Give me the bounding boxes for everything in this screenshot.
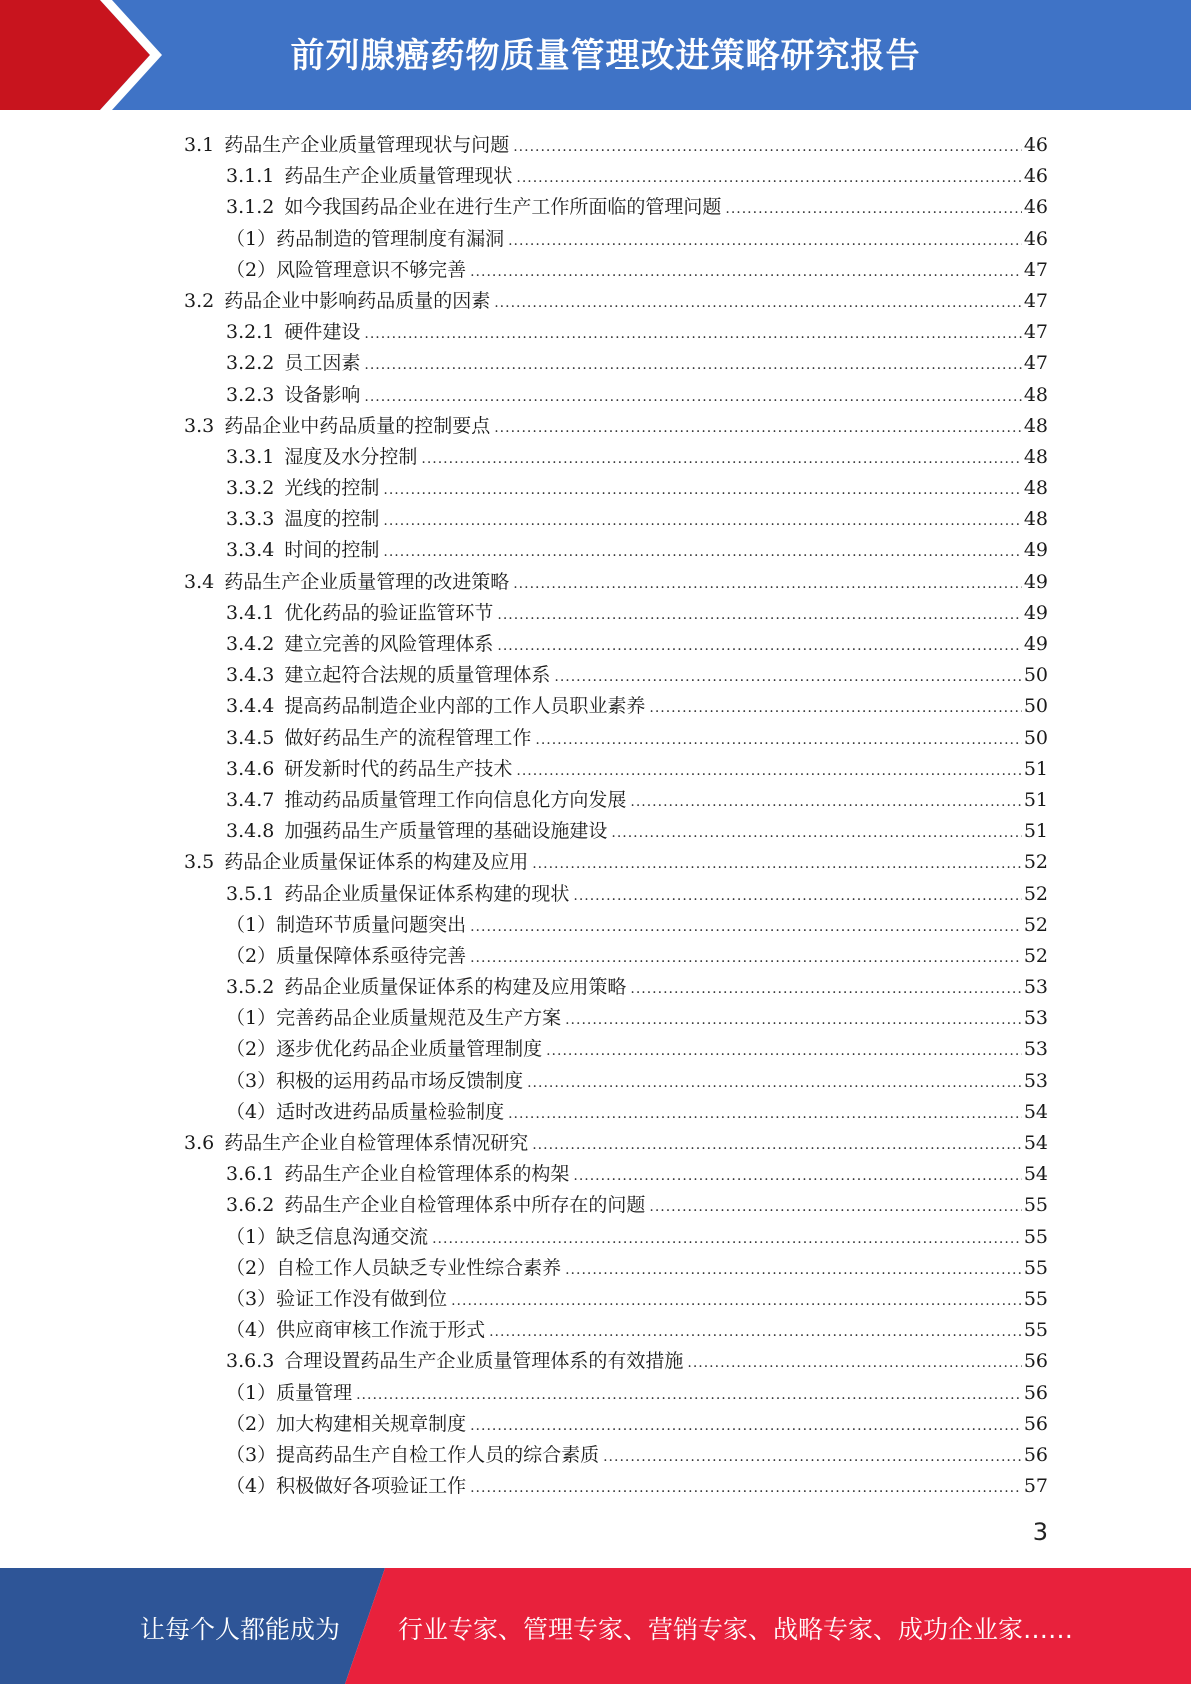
toc-entry-label: 硬件建设: [284, 321, 361, 344]
toc-entry-page: 55: [1023, 1256, 1048, 1279]
toc-entry-label: 制造环节质量问题突出: [276, 913, 467, 936]
toc-entry-page: 48: [1023, 477, 1048, 500]
toc-entry[interactable]: [184, 723, 1048, 754]
toc-entry-number: 3.4.1: [226, 601, 275, 624]
toc-entry-page: 49: [1023, 570, 1048, 593]
toc-entry-page: 46: [1023, 227, 1048, 250]
toc-dot-leader: [573, 888, 1021, 904]
toc-entry[interactable]: [184, 847, 1048, 878]
toc-entry-number: 3.3: [184, 414, 215, 437]
toc-entry-page: 49: [1023, 633, 1048, 655]
toc-entry-page: 51: [1023, 757, 1048, 780]
toc-entry-label: 积极的运用药品市场反馈制度: [276, 1069, 524, 1092]
toc-entry-number: （4）: [226, 1100, 277, 1123]
toc-entry-number: 3.1: [184, 134, 215, 156]
toc-dot-leader: [546, 1043, 1022, 1059]
toc-dot-leader: [535, 732, 1021, 748]
toc-entry-number: 3.2: [184, 289, 215, 312]
toc-entry-label: 湿度及水分控制: [284, 445, 418, 468]
toc-entry-label: 供应商审核工作流于形式: [276, 1319, 486, 1342]
toc-entry-label: 研发新时代的药品生产技术: [284, 757, 513, 780]
document-title: 前列腺癌药物质量管理改进策略研究报告: [290, 36, 921, 76]
toc-dot-leader: [497, 607, 1021, 623]
toc-dot-leader: [356, 1387, 1022, 1403]
toc-dot-leader: [489, 1324, 1022, 1340]
toc-dot-leader: [516, 170, 1021, 186]
toc-entry-label: 建立起符合法规的质量管理体系: [284, 664, 551, 687]
toc-entry-number: （2）: [226, 258, 277, 281]
toc-entry-number: 3.6.3: [226, 1350, 275, 1373]
toc-entry-label: 适时改进药品质量检验制度: [276, 1100, 505, 1123]
toc-entry-label: 药品企业质量保证体系构建的现状: [284, 882, 570, 905]
toc-entry-label: 光线的控制: [284, 477, 380, 500]
toc-entry-label: 药品生产企业质量管理现状: [284, 165, 513, 188]
toc-entry-number: 3.4.6: [226, 757, 275, 780]
toc-entry[interactable]: [184, 255, 1048, 286]
toc-dot-leader: [364, 326, 1021, 342]
toc-entry-number: 3.6.1: [226, 1163, 275, 1186]
toc-entry-number: （2）: [226, 944, 277, 967]
toc-dot-leader: [649, 1199, 1021, 1215]
toc-dot-leader: [470, 919, 1022, 935]
toc-entry-number: 3.4.5: [226, 726, 275, 749]
toc-entry[interactable]: [184, 1409, 1048, 1440]
toc-entry-label: 缺乏信息沟通交流: [276, 1225, 429, 1248]
toc-entry-number: 3.3.4: [226, 539, 275, 562]
toc-entry[interactable]: [184, 130, 1048, 161]
toc-dot-leader: [532, 1137, 1022, 1153]
toc-entry-label: 积极做好各项验证工作: [276, 1475, 467, 1498]
toc-entry[interactable]: [184, 910, 1048, 941]
toc-entry-number: （2）: [226, 1412, 277, 1435]
toc-entry[interactable]: [184, 972, 1048, 1003]
toc-dot-leader: [497, 638, 1021, 654]
toc-entry-page: 57: [1023, 1475, 1048, 1498]
toc-dot-leader: [383, 513, 1021, 529]
toc-entry-label: 设备影响: [284, 383, 361, 406]
toc-entry-number: 3.6: [184, 1132, 215, 1154]
toc-entry-number: 3.4.2: [226, 633, 275, 655]
toc-entry[interactable]: [184, 348, 1048, 379]
toc-entry-label: 质量管理: [276, 1381, 353, 1404]
toc-entry[interactable]: [184, 535, 1048, 566]
toc-entry-page: 50: [1023, 726, 1048, 749]
toc-entry-page: 52: [1023, 913, 1048, 936]
toc-entry-label: 药品生产企业自检管理体系中所存在的问题: [284, 1194, 646, 1217]
toc-entry-number: （3）: [226, 1287, 277, 1310]
toc-entry-page: 54: [1023, 1163, 1048, 1186]
toc-entry-label: 提高药品生产自检工作人员的综合素质: [276, 1443, 600, 1466]
toc-entry[interactable]: [184, 1346, 1048, 1377]
toc-dot-leader: [565, 1262, 1022, 1278]
toc-entry-page: 46: [1023, 196, 1048, 219]
toc-dot-leader: [383, 482, 1021, 498]
toc-entry[interactable]: [184, 879, 1048, 910]
toc-entry-page: 54: [1023, 1132, 1048, 1154]
toc-entry[interactable]: [184, 286, 1048, 317]
toc-entry-label: 验证工作没有做到位: [276, 1287, 448, 1310]
toc-entry-number: （1）: [226, 1225, 277, 1248]
toc-dot-leader: [516, 763, 1021, 779]
toc-entry-number: 3.5: [184, 851, 215, 874]
toc-entry[interactable]: [184, 1128, 1048, 1159]
toc-entry-label: 逐步优化药品企业质量管理制度: [276, 1038, 543, 1061]
toc-dot-leader: [649, 700, 1021, 716]
toc-entry-label: 风险管理意识不够完善: [276, 258, 467, 281]
toc-entry-number: 3.6.2: [226, 1194, 275, 1217]
toc-dot-leader: [611, 825, 1021, 841]
toc-entry[interactable]: [184, 380, 1048, 411]
toc-dot-leader: [494, 420, 1022, 436]
toc-entry-page: 53: [1023, 1038, 1048, 1061]
toc-dot-leader: [527, 1075, 1022, 1091]
toc-dot-leader: [630, 794, 1021, 810]
toc-dot-leader: [383, 544, 1021, 560]
toc-entry-label: 药品生产企业自检管理体系情况研究: [224, 1132, 529, 1154]
toc-entry-page: 55: [1023, 1287, 1048, 1310]
toc-entry-page: 53: [1023, 1007, 1048, 1030]
toc-entry-number: （1）: [226, 913, 277, 936]
toc-entry[interactable]: [184, 504, 1048, 535]
toc-entry[interactable]: [184, 442, 1048, 473]
toc-entry-page: 47: [1023, 321, 1048, 344]
toc-entry[interactable]: [184, 1440, 1048, 1471]
toc-entry-number: 3.4.8: [226, 820, 275, 843]
toc-entry[interactable]: [184, 224, 1048, 255]
toc-entry-page: 50: [1023, 664, 1048, 687]
toc-dot-leader: [565, 1012, 1022, 1028]
toc-entry[interactable]: [184, 1315, 1048, 1346]
toc-dot-leader: [470, 950, 1022, 966]
toc-entry-number: 3.4.7: [226, 788, 275, 811]
toc-entry-page: 48: [1023, 383, 1048, 406]
toc-entry-label: 药品企业中影响药品质量的因素: [224, 289, 491, 312]
toc-entry-page: 49: [1023, 601, 1048, 624]
toc-dot-leader: [725, 201, 1021, 217]
toc-entry-number: （3）: [226, 1443, 277, 1466]
toc-entry-label: 优化药品的验证监管环节: [284, 601, 494, 624]
toc-dot-leader: [364, 357, 1021, 373]
toc-dot-leader: [513, 139, 1022, 155]
toc-entry-label: 完善药品企业质量规范及生产方案: [276, 1007, 562, 1030]
toc-entry-label: 时间的控制: [284, 539, 380, 562]
toc-entry-page: 47: [1023, 258, 1048, 281]
toc-entry[interactable]: [184, 1097, 1048, 1128]
toc-dot-leader: [494, 295, 1022, 311]
toc-entry-page: 46: [1023, 165, 1048, 188]
toc-entry[interactable]: [184, 816, 1048, 847]
footer-band: [0, 1568, 1191, 1684]
toc-entry-number: 3.4.4: [226, 695, 275, 718]
toc-entry-label: 药品制造的管理制度有漏洞: [276, 227, 505, 250]
toc-entry-number: 3.2.3: [226, 383, 275, 406]
toc-dot-leader: [470, 1418, 1022, 1434]
toc-entry-label: 质量保障体系亟待完善: [276, 944, 467, 967]
toc-entry[interactable]: [184, 1222, 1048, 1253]
toc-entry-number: 3.3.1: [226, 445, 275, 468]
toc-dot-leader: [513, 576, 1022, 592]
toc-entry-page: 53: [1023, 976, 1048, 999]
toc-entry-page: 51: [1023, 788, 1048, 811]
toc-entry-page: 56: [1023, 1381, 1048, 1404]
table-of-contents: [184, 130, 1048, 1502]
toc-entry[interactable]: [184, 754, 1048, 785]
toc-entry[interactable]: [184, 1066, 1048, 1097]
toc-entry-number: 3.1.1: [226, 165, 275, 188]
toc-dot-leader: [421, 451, 1021, 467]
toc-entry[interactable]: [184, 473, 1048, 504]
toc-entry-number: 3.2.1: [226, 321, 275, 344]
toc-entry[interactable]: [184, 598, 1048, 629]
toc-entry-page: 56: [1023, 1443, 1048, 1466]
toc-entry-label: 建立完善的风险管理体系: [284, 633, 494, 655]
toc-entry-number: （1）: [226, 1007, 277, 1030]
toc-entry-page: 53: [1023, 1069, 1048, 1092]
toc-entry[interactable]: [184, 660, 1048, 691]
toc-entry-number: （2）: [226, 1038, 277, 1061]
toc-entry-label: 如今我国药品企业在进行生产工作所面临的管理问题: [284, 196, 722, 219]
toc-entry-number: 3.4: [184, 570, 215, 593]
toc-dot-leader: [508, 233, 1022, 249]
header-band: [0, 0, 1191, 110]
toc-dot-leader: [451, 1293, 1022, 1309]
toc-entry[interactable]: [184, 785, 1048, 816]
toc-dot-leader: [508, 1106, 1022, 1122]
toc-entry[interactable]: [184, 1378, 1048, 1409]
toc-entry-number: 3.3.2: [226, 477, 275, 500]
toc-entry[interactable]: [184, 691, 1048, 722]
toc-entry-label: 药品生产企业质量管理现状与问题: [224, 134, 510, 156]
footer-slogan-left: 让每个人都能成为: [140, 1615, 341, 1644]
toc-entry-page: 51: [1023, 820, 1048, 843]
toc-entry-label: 自检工作人员缺乏专业性综合素养: [276, 1256, 562, 1279]
toc-entry-number: （4）: [226, 1475, 277, 1498]
toc-entry[interactable]: [184, 1253, 1048, 1284]
toc-entry-label: 温度的控制: [284, 508, 380, 531]
toc-entry-label: 做好药品生产的流程管理工作: [284, 726, 532, 749]
toc-dot-leader: [432, 1231, 1022, 1247]
toc-entry-page: 52: [1023, 944, 1048, 967]
toc-dot-leader: [630, 981, 1021, 997]
toc-entry-label: 提高药品制造企业内部的工作人员职业素养: [284, 695, 646, 718]
toc-entry[interactable]: [184, 1284, 1048, 1315]
toc-entry-number: 3.2.2: [226, 352, 275, 375]
toc-dot-leader: [554, 669, 1021, 685]
toc-entry-label: 药品企业中药品质量的控制要点: [224, 414, 491, 437]
toc-entry[interactable]: [184, 629, 1048, 660]
toc-entry[interactable]: [184, 1159, 1048, 1190]
toc-entry[interactable]: [184, 317, 1048, 348]
toc-dot-leader: [470, 1480, 1022, 1496]
toc-entry-page: 55: [1023, 1225, 1048, 1248]
toc-entry-page: 48: [1023, 508, 1048, 531]
toc-dot-leader: [364, 389, 1021, 405]
toc-entry-page: 52: [1023, 851, 1048, 874]
toc-entry[interactable]: [184, 192, 1048, 223]
toc-entry-number: （2）: [226, 1256, 277, 1279]
toc-entry-page: 54: [1023, 1100, 1048, 1123]
toc-entry-page: 55: [1023, 1319, 1048, 1342]
toc-entry-label: 推动药品质量管理工作向信息化方向发展: [284, 788, 627, 811]
toc-dot-leader: [573, 1168, 1021, 1184]
toc-entry-number: （1）: [226, 1381, 277, 1404]
toc-entry-page: 46: [1023, 134, 1048, 156]
toc-entry-label: 合理设置药品生产企业质量管理体系的有效措施: [284, 1350, 684, 1373]
toc-entry-number: 3.4.3: [226, 664, 275, 687]
toc-entry-number: 3.3.3: [226, 508, 275, 531]
toc-dot-leader: [470, 264, 1022, 280]
toc-entry-number: 3.5.2: [226, 976, 275, 999]
toc-entry[interactable]: [184, 1190, 1048, 1221]
toc-entry-page: 49: [1023, 539, 1048, 562]
toc-entry-number: （4）: [226, 1319, 277, 1342]
toc-entry-page: 56: [1023, 1412, 1048, 1435]
toc-entry-page: 50: [1023, 695, 1048, 718]
toc-entry[interactable]: [184, 1003, 1048, 1034]
toc-entry-page: 48: [1023, 445, 1048, 468]
page-number: 3: [1032, 1518, 1048, 1546]
toc-entry[interactable]: [184, 1034, 1048, 1065]
toc-entry-number: （3）: [226, 1069, 277, 1092]
toc-entry-label: 药品企业质量保证体系的构建及应用策略: [284, 976, 627, 999]
toc-entry[interactable]: [184, 1471, 1048, 1502]
toc-entry[interactable]: [184, 567, 1048, 598]
toc-entry-label: 加强药品生产质量管理的基础设施建设: [284, 820, 608, 843]
toc-entry-page: 56: [1023, 1350, 1048, 1373]
toc-entry-label: 药品企业质量保证体系的构建及应用: [224, 851, 529, 874]
toc-dot-leader: [603, 1449, 1022, 1465]
toc-entry-page: 47: [1023, 289, 1048, 312]
toc-entry-number: （1）: [226, 227, 277, 250]
toc-entry-label: 药品生产企业质量管理的改进策略: [224, 570, 510, 593]
toc-entry[interactable]: [184, 161, 1048, 192]
toc-dot-leader: [687, 1355, 1021, 1371]
toc-entry-label: 员工因素: [284, 352, 361, 375]
toc-entry[interactable]: [184, 411, 1048, 442]
toc-entry[interactable]: [184, 941, 1048, 972]
toc-dot-leader: [532, 856, 1022, 872]
toc-entry-page: 48: [1023, 414, 1048, 437]
footer-slogan-right: 行业专家、管理专家、营销专家、战略专家、成功企业家……: [398, 1615, 1074, 1644]
toc-entry-label: 药品生产企业自检管理体系的构架: [284, 1163, 570, 1186]
toc-entry-number: 3.1.2: [226, 196, 275, 219]
toc-entry-label: 加大构建相关规章制度: [276, 1412, 467, 1435]
toc-entry-page: 52: [1023, 882, 1048, 905]
toc-entry-number: 3.5.1: [226, 882, 275, 905]
toc-entry-page: 47: [1023, 352, 1048, 375]
toc-entry-page: 55: [1023, 1194, 1048, 1217]
